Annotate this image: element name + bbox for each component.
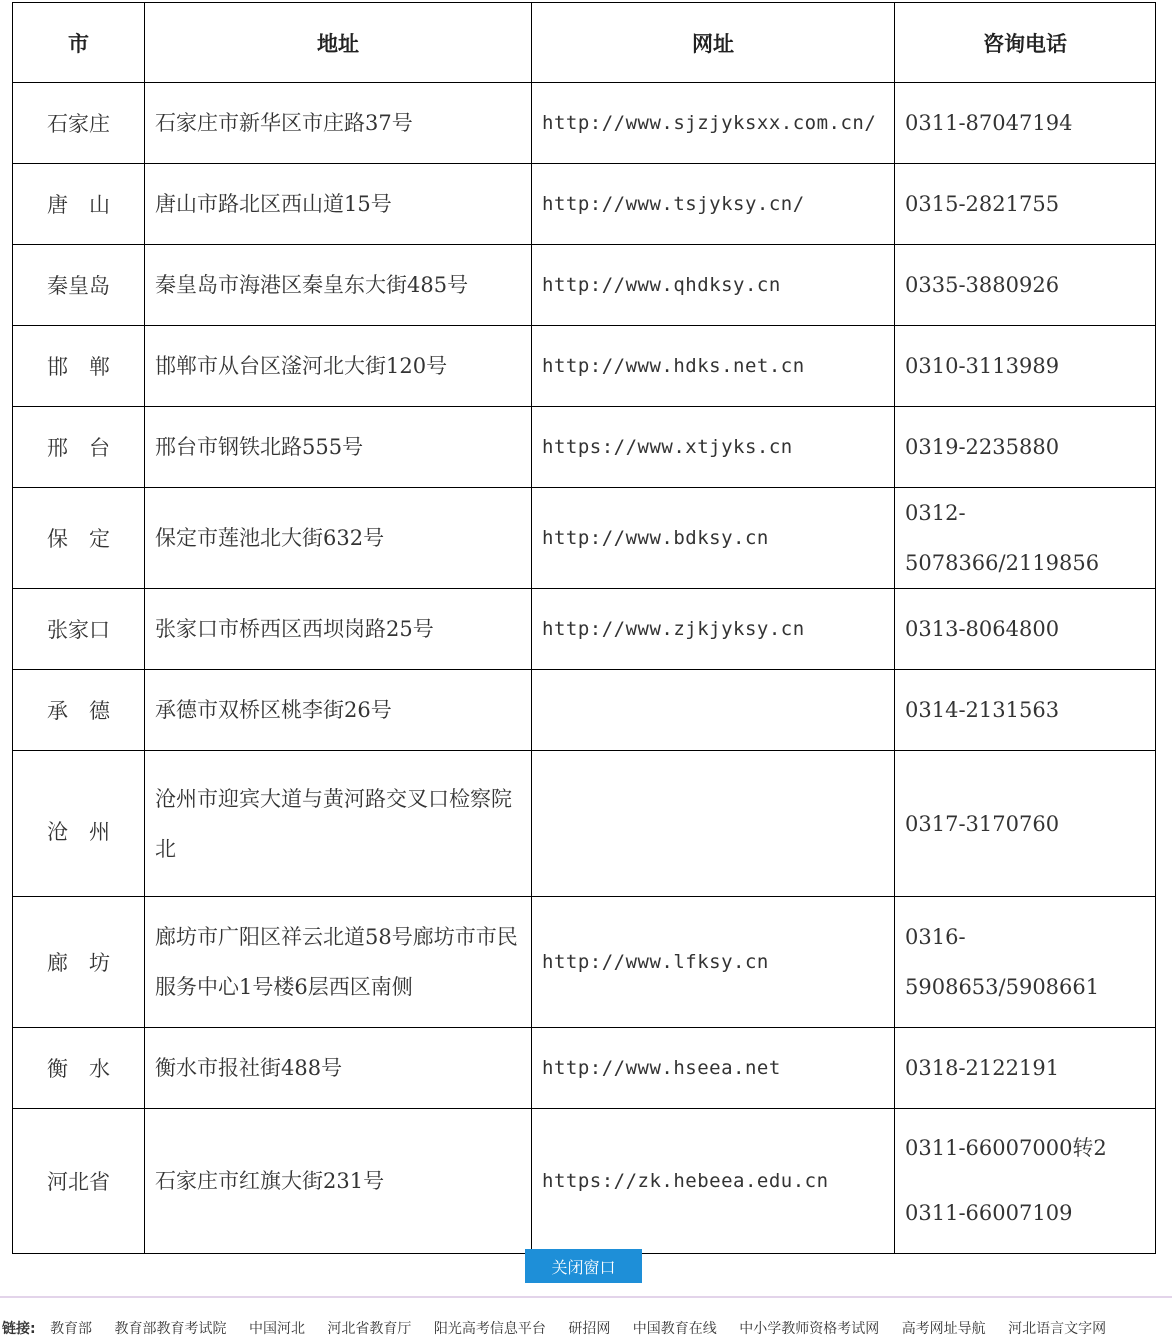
url-cell[interactable]: https://zk.hebeea.edu.cn	[532, 1109, 895, 1254]
footer-link[interactable]: 阳光高考信息平台	[433, 1321, 546, 1337]
footer-link[interactable]: 教育部	[50, 1321, 93, 1337]
address-cell: 沧州市迎宾大道与黄河路交叉口检察院北	[145, 751, 532, 897]
city-cell: 河北省	[13, 1109, 145, 1254]
city-cell: 石家庄	[13, 83, 145, 164]
header-url: 网址	[532, 3, 895, 83]
url-cell[interactable]: http://www.bdksy.cn	[532, 488, 895, 589]
address-cell: 唐山市路北区西山道15号	[145, 164, 532, 245]
footer-link[interactable]: 中小学教师资格考试网	[739, 1321, 880, 1337]
footer-link[interactable]: 中国河北	[248, 1321, 305, 1337]
contact-table	[12, 2, 1156, 1254]
url-cell[interactable]: http://www.qhdksy.cn	[532, 245, 895, 326]
header-address: 地址	[145, 3, 532, 83]
table-row	[13, 164, 1156, 245]
city-cell: 张家口	[13, 589, 145, 670]
phone-cell: 0317-3170760	[895, 751, 1156, 897]
address-cell: 衡水市报社街488号	[145, 1028, 532, 1109]
footer-link[interactable]: 河北省教育厅	[327, 1321, 412, 1337]
footer-divider	[0, 1296, 1172, 1298]
table-row	[13, 407, 1156, 488]
phone-cell: 0318-2122191	[895, 1028, 1156, 1109]
footer-link[interactable]: 高考网址导航	[901, 1321, 986, 1337]
footer-links-bar	[0, 1318, 1172, 1339]
phone-cell: 0311-87047194	[895, 83, 1156, 164]
city-cell: 廊 坊	[13, 897, 145, 1028]
url-cell[interactable]: http://www.zjkjyksy.cn	[532, 589, 895, 670]
address-cell: 石家庄市新华区市庄路37号	[145, 83, 532, 164]
phone-cell: 0312-5078366/2119856	[895, 488, 1156, 589]
footer-link[interactable]: 教育部教育考试院	[114, 1321, 227, 1337]
address-cell: 张家口市桥西区西坝岗路25号	[145, 589, 532, 670]
table-row	[13, 751, 1156, 897]
url-cell[interactable]: http://www.hdks.net.cn	[532, 326, 895, 407]
url-cell	[532, 751, 895, 897]
table-row	[13, 670, 1156, 751]
header-phone: 咨询电话	[895, 3, 1156, 83]
phone-cell: 0313-8064800	[895, 589, 1156, 670]
table-row	[13, 589, 1156, 670]
url-cell[interactable]: http://www.tsjyksy.cn/	[532, 164, 895, 245]
url-cell[interactable]: http://www.sjzjyksxx.com.cn/	[532, 83, 895, 164]
table-header-row	[13, 3, 1156, 83]
url-cell[interactable]: https://www.xtjyks.cn	[532, 407, 895, 488]
city-cell: 衡 水	[13, 1028, 145, 1109]
table-row	[13, 897, 1156, 1028]
table-row	[13, 488, 1156, 589]
table-row	[13, 83, 1156, 164]
url-cell[interactable]: http://www.hseea.net	[532, 1028, 895, 1109]
phone-cell: 0316-5908653/5908661	[895, 897, 1156, 1028]
address-cell: 邢台市钢铁北路555号	[145, 407, 532, 488]
phone-line: 0311-66007109	[905, 1201, 1073, 1225]
phone-cell: 0310-3113989	[895, 326, 1156, 407]
address-cell: 承德市双桥区桃李街26号	[145, 670, 532, 751]
footer-link[interactable]: 中国教育在线	[632, 1321, 717, 1337]
footer-links-label: 链接:	[2, 1321, 36, 1337]
city-cell: 邯 郸	[13, 326, 145, 407]
city-cell: 承 德	[13, 670, 145, 751]
phone-cell: 0315-2821755	[895, 164, 1156, 245]
table-row	[13, 1109, 1156, 1254]
city-cell: 唐 山	[13, 164, 145, 245]
address-cell: 石家庄市红旗大街231号	[145, 1109, 532, 1254]
city-cell: 沧 州	[13, 751, 145, 897]
city-cell: 秦皇岛	[13, 245, 145, 326]
phone-cell: 0314-2131563	[895, 670, 1156, 751]
close-window-button[interactable]: 关闭窗口	[525, 1249, 642, 1283]
address-cell: 邯郸市从台区滏河北大街120号	[145, 326, 532, 407]
address-cell: 秦皇岛市海港区秦皇东大街485号	[145, 245, 532, 326]
phone-cell: 0335-3880926	[895, 245, 1156, 326]
city-cell: 邢 台	[13, 407, 145, 488]
table-row	[13, 1028, 1156, 1109]
footer-link[interactable]: 河北语言文字网	[1008, 1321, 1107, 1337]
phone-cell	[895, 1109, 1156, 1254]
url-cell	[532, 670, 895, 751]
header-city: 市	[13, 3, 145, 83]
table-row	[13, 326, 1156, 407]
city-cell: 保 定	[13, 488, 145, 589]
phone-line: 0311-66007000转2	[905, 1136, 1107, 1160]
address-cell: 保定市莲池北大街632号	[145, 488, 532, 589]
url-cell[interactable]: http://www.lfksy.cn	[532, 897, 895, 1028]
address-cell: 廊坊市广阳区祥云北道58号廊坊市市民服务中心1号楼6层西区南侧	[145, 897, 532, 1028]
phone-cell: 0319-2235880	[895, 407, 1156, 488]
footer-link[interactable]: 研招网	[568, 1321, 611, 1337]
table-row	[13, 245, 1156, 326]
